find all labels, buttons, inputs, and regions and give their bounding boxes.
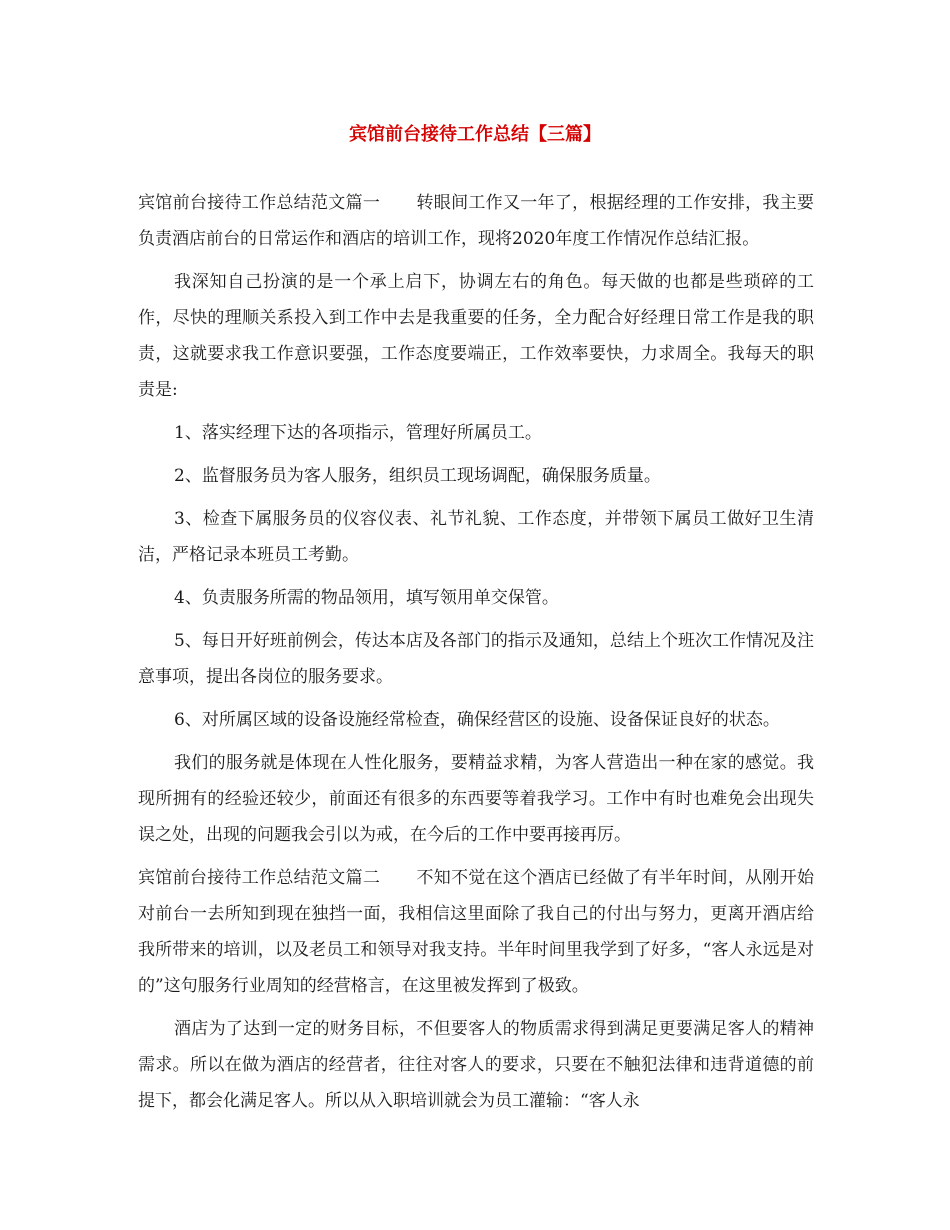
paragraph-section-two-intro <box>138 860 814 1004</box>
paragraph: 我深知自己扮演的是一个承上启下，协调左右的角色。每天做的也都是些琐碎的工作，尽快的理顺关系投入到工作中去是我重要的任务，全力配合好经理日常工作是我的职责，这就要求我工作意识要强，工作态度要端正，工作效率要快，力求周全。我每天的职责是: <box>138 272 814 400</box>
document-body <box>138 185 814 1126</box>
list-item-duty-4: 4、负责服务所需的物品领用，填写领用单交保管。 <box>174 588 559 608</box>
list-item-duty-2: 2、监督服务员为客人服务，组织员工现场调配，确保服务质量。 <box>174 466 661 486</box>
list-item-duty-6: 6、对所属区域的设备设施经常检查，确保经营区的设施、设备保证良好的状态。 <box>174 710 780 730</box>
list-item-duty-1: 1、落实经理下达的各项指示，管理好所属员工。 <box>174 423 542 443</box>
paragraph-text: 不知不觉在这个酒店已经做了有半年时间，从刚开始对前台一去所知到现在独挡一面，我相信这里面除了我自己的付出与努力，更离开酒店给我所带来的培训，以及老员工和领导对我支持。半年时间里我学到了好多，“客人永远是对的”这句服务行业周知的经营格言，在这里被发挥到了极致。 <box>138 868 815 996</box>
list-item-duty-3: 3、检查下属服务员的仪容仪表、礼节礼貌、工作态度，并带领下属员工做好卫生清洁，严格记录本班员工考勤。 <box>138 509 814 565</box>
section-two-heading: 宾馆前台接待工作总结范文篇二 <box>138 868 381 888</box>
paragraph: 我们的服务就是体现在人性化服务，要精益求精，为客人营造出一种在家的感觉。我现所拥有的经验还较少，前面还有很多的东西要等着我学习。工作中有时也难免会出现失误之处，出现的问题我会引以为戒，在今后的工作中要再接再厉。 <box>138 753 814 845</box>
paragraph: 酒店为了达到一定的财务目标，不但要客人的物质需求得到满足更要满足客人的精神需求。所以在做为酒店的经营者，往往对客人的要求，只要在不触犯法律和违背道德的前提下，都会化满足客人。所以从入职培训就会为员工灌输：“客人永 <box>138 1019 814 1111</box>
section-one-heading: 宾馆前台接待工作总结范文篇一 <box>138 193 381 213</box>
document-title: 宾馆前台接待工作总结【三篇】 <box>349 124 601 145</box>
paragraph-text: 转眼间工作又一年了，根据经理的工作安排，我主要负责酒店前台的日常运作和酒店的培训工作，现将2020年度工作情况作总结汇报。 <box>138 193 815 249</box>
paragraph-section-one-intro <box>138 185 814 257</box>
list-item-duty-5: 5、每日开好班前例会，传达本店及各部门的指示及通知，总结上个班次工作情况及注意事项，提出各岗位的服务要求。 <box>138 631 814 687</box>
